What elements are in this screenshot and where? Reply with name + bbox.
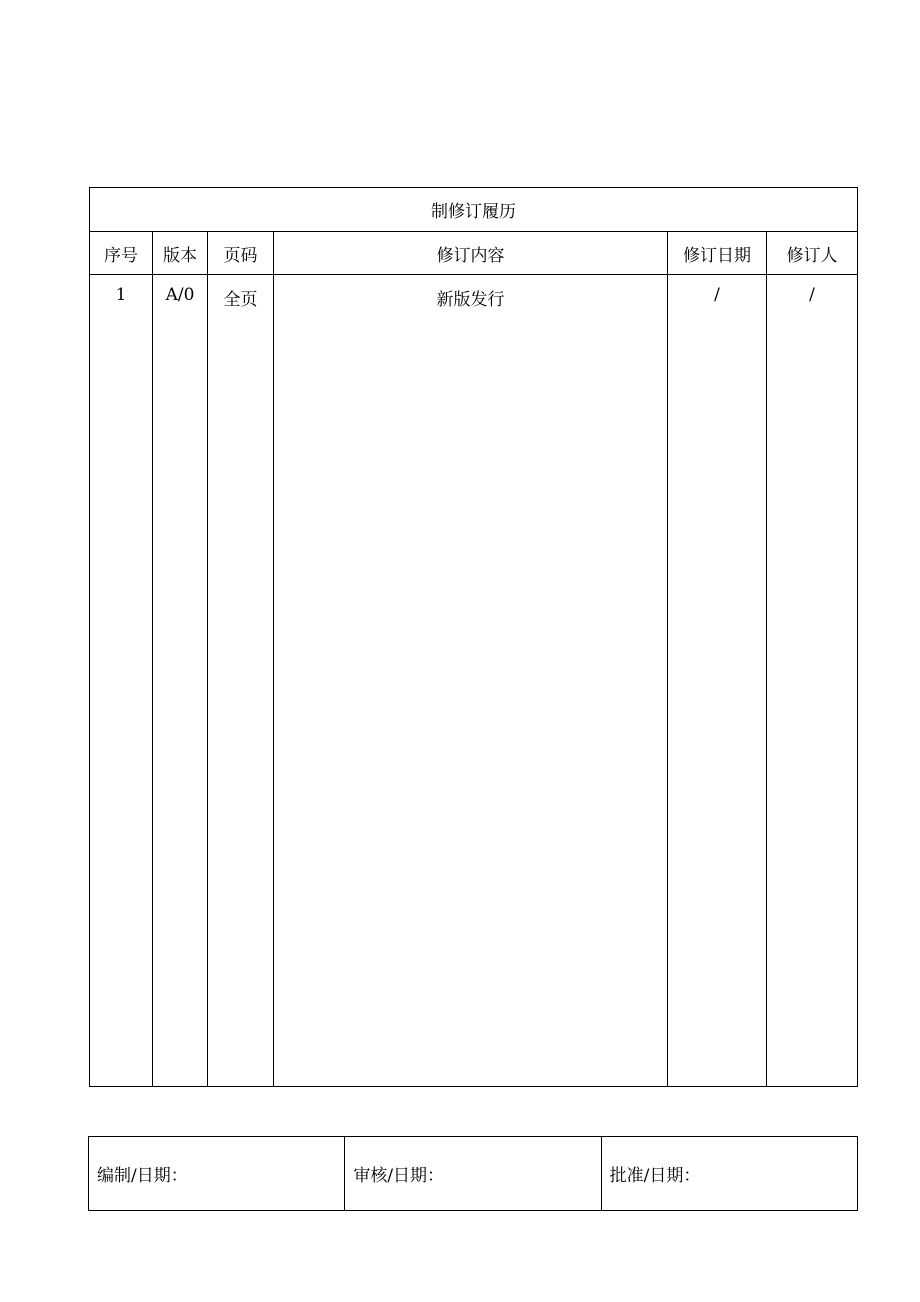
header-reviser: 修订人: [767, 232, 858, 275]
cell-date: /: [668, 275, 767, 1087]
signoff-table: [88, 1136, 858, 1211]
table-title: 制修订履历: [90, 188, 858, 232]
table-header-row: [90, 232, 858, 275]
approved-by-field: 批准/日期：: [601, 1137, 857, 1211]
cell-no: 1: [90, 275, 153, 1087]
table-row: [90, 275, 858, 1087]
cell-content: 新版发行: [274, 275, 668, 1087]
reviewed-by-field: 审核/日期：: [345, 1137, 601, 1211]
header-date: 修订日期: [668, 232, 767, 275]
cell-page: 全页: [208, 275, 274, 1087]
cell-version: A/0: [153, 275, 208, 1087]
header-no: 序号: [90, 232, 153, 275]
revision-history-table: [89, 187, 858, 1087]
prepared-by-field: 编制/日期：: [89, 1137, 345, 1211]
signoff-row: [89, 1137, 858, 1211]
header-version: 版本: [153, 232, 208, 275]
table-title-row: [90, 188, 858, 232]
header-page: 页码: [208, 232, 274, 275]
cell-reviser: /: [767, 275, 858, 1087]
header-content: 修订内容: [274, 232, 668, 275]
